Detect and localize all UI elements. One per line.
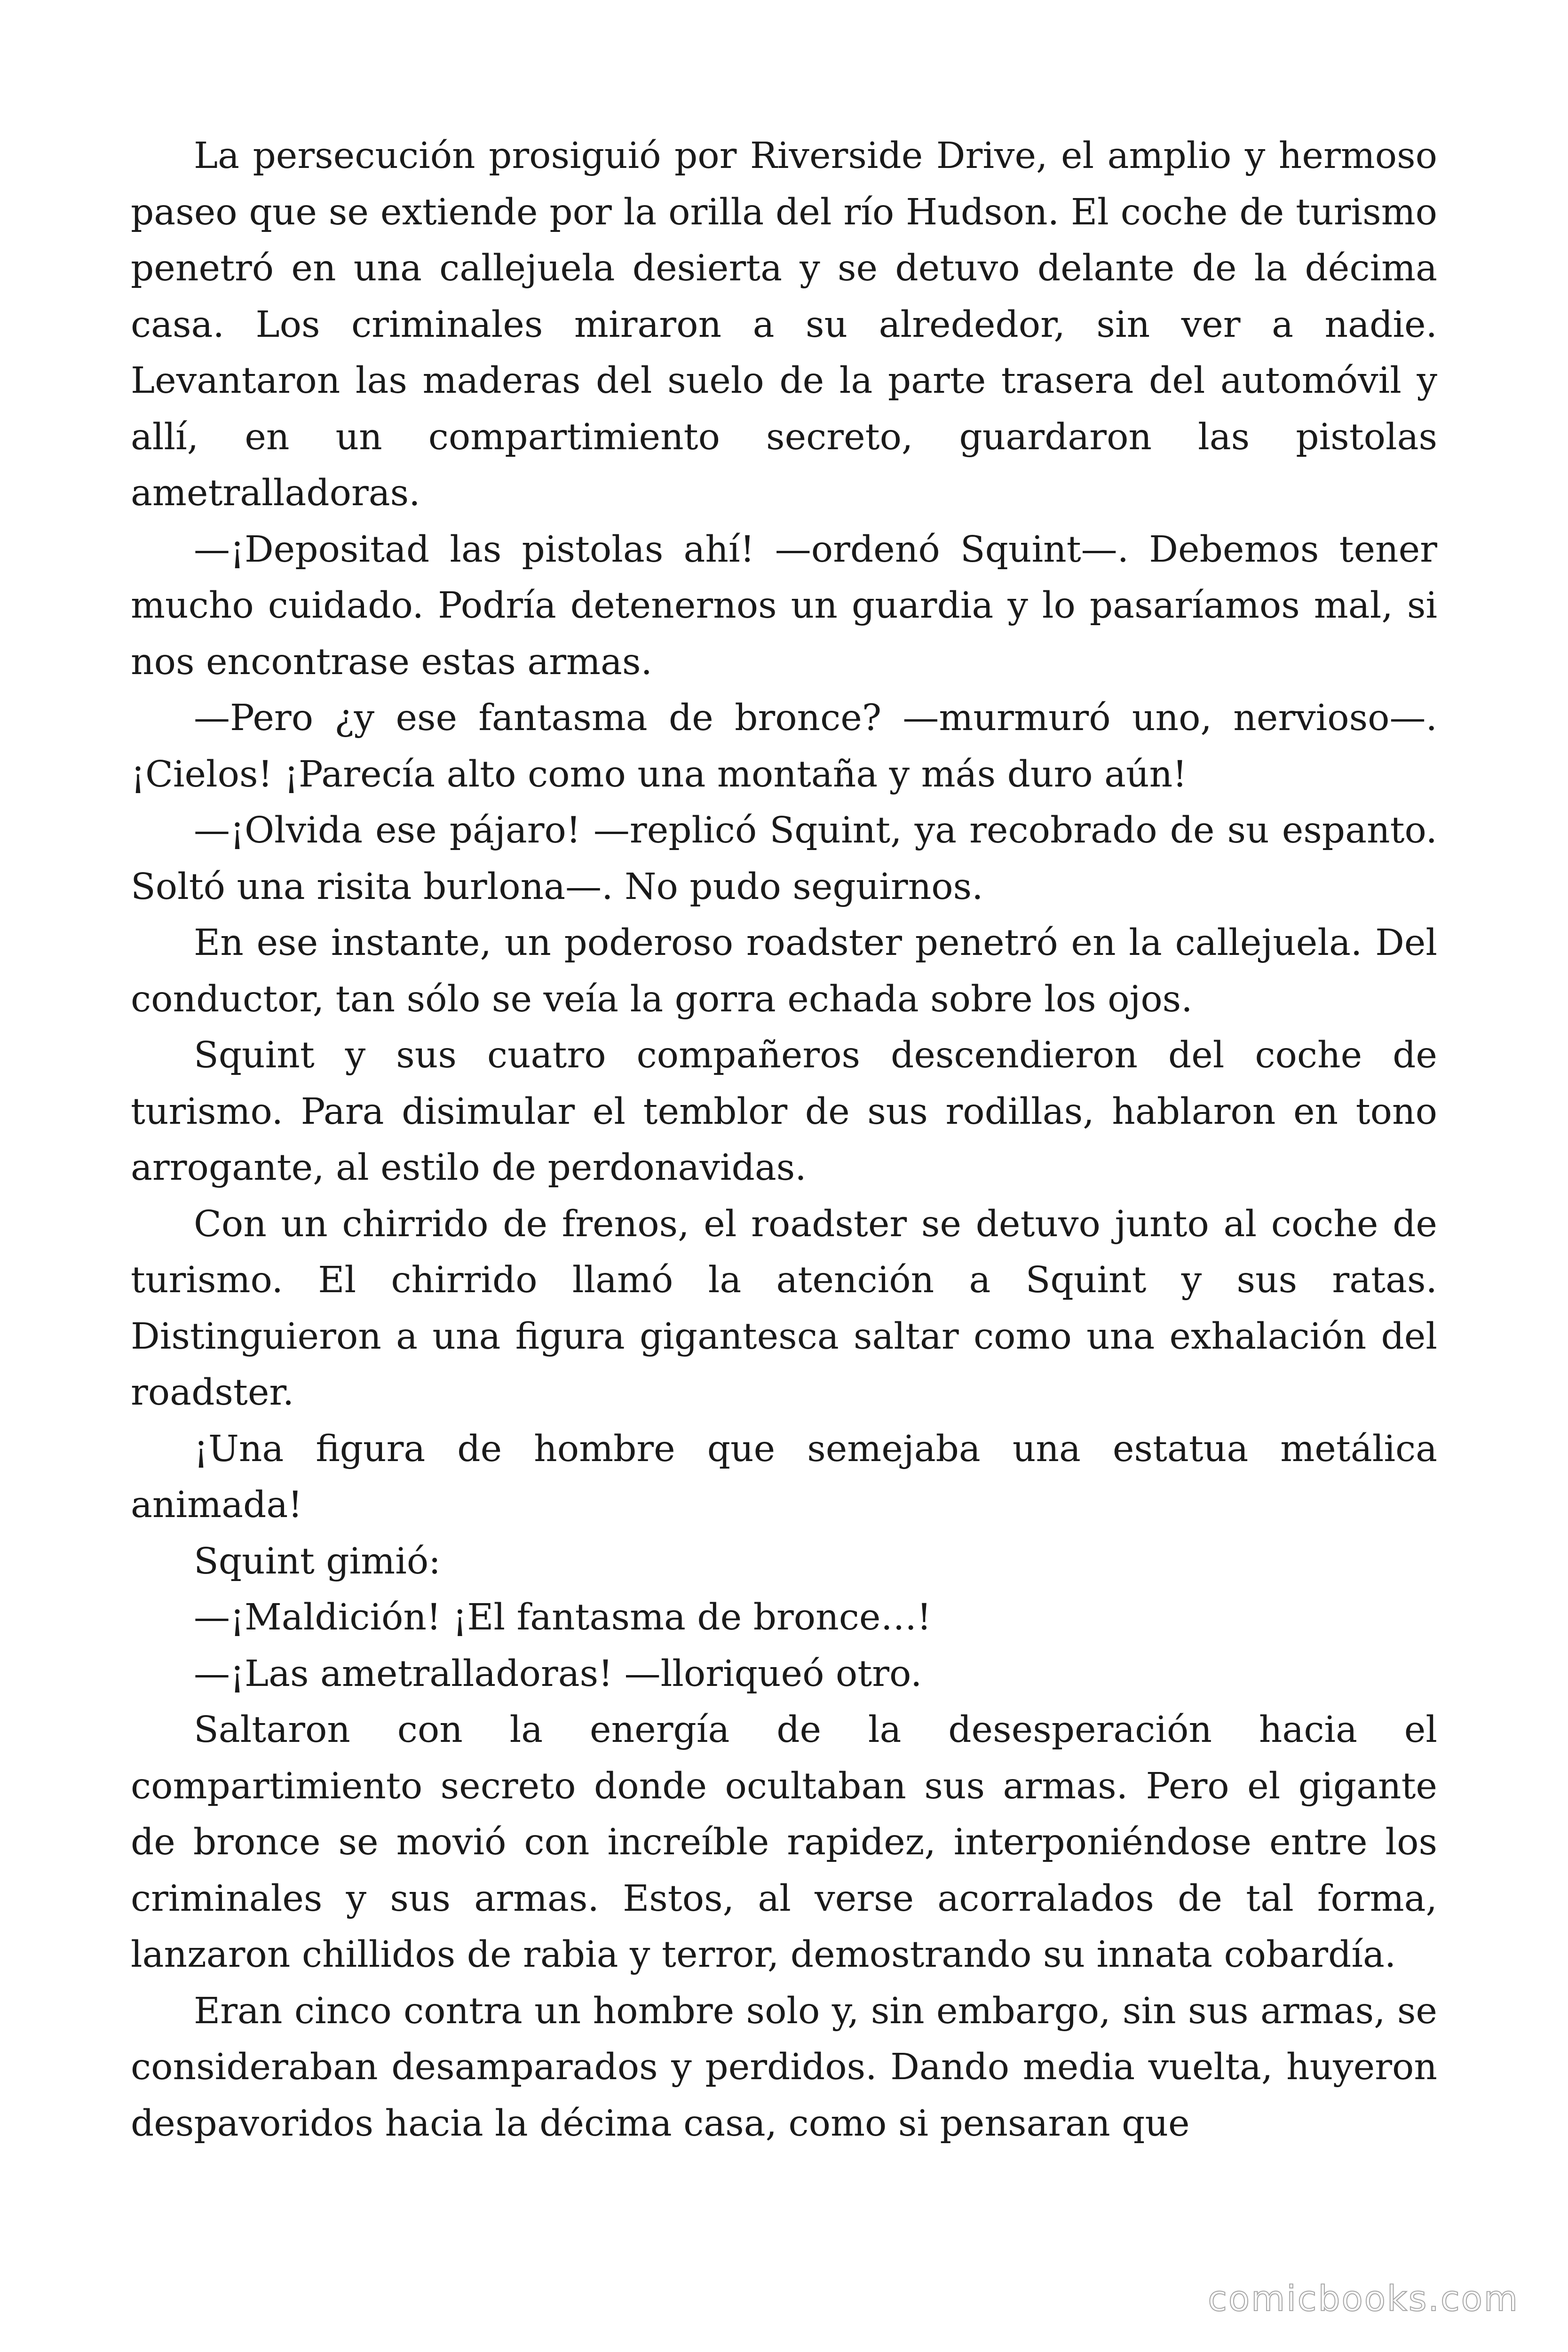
paragraph: Squint gimió: <box>194 1540 441 1582</box>
paragraph: Con un chirrido de frenos, el roadster se detuvo junto al coche de turismo. El chirrido llamó la atención a Squint y sus ratas. Distinguieron a una figura gigantesca saltar como una exhalación del roadster. <box>131 1203 1437 1414</box>
paragraph: —¡Maldición! ¡El fantasma de bronce…! <box>194 1597 932 1638</box>
paragraph: La persecución prosiguió por Riverside Drive, el amplio y hermoso paseo que se extiende por la orilla del río Hudson. El coche de turismo penetró en una callejuela desierta y se detuvo delante de la décima casa. Los criminales miraron a su alrededor, sin ver a nadie. Levantaron las maderas del suelo de la parte trasera del automóvil y allí, en un compartimiento secreto, guardaron las pistolas ametralladoras. <box>131 135 1437 514</box>
paragraph: —Pero ¿y ese fantasma de bronce? —murmuró uno, nervioso—. ¡Cielos! ¡Parecía alto como una montaña y más duro aún! <box>131 697 1437 795</box>
paragraph: Eran cinco contra un hombre solo y, sin embargo, sin sus armas, se consideraban desamparados y perdidos. Dando media vuelta, huyeron despavoridos hacia la décima casa, como si pensaran que <box>131 1990 1437 2145</box>
paragraph: Squint y sus cuatro compañeros descendieron del coche de turismo. Para disimular el temblor de sus rodillas, hablaron en tono arrogante, al estilo de perdonavidas. <box>131 1034 1437 1189</box>
paragraph: —¡Olvida ese pájaro! —replicó Squint, ya recobrado de su espanto. Soltó una risita burlona—. No pudo seguirnos. <box>131 810 1437 908</box>
watermark: comicbooks.com <box>1208 2279 1519 2319</box>
paragraph: Saltaron con la energía de la desesperación hacia el compartimiento secreto donde ocultaban sus armas. Pero el gigante de bronce se movió con increíble rapidez, interponiéndose entre los criminales y sus armas. Estos, al verse acorralados de tal forma, lanzaron chillidos de rabia y terror, demostrando su innata cobardía. <box>131 1709 1437 1976</box>
paragraph: —¡Depositad las pistolas ahí! —ordenó Squint—. Debemos tener mucho cuidado. Podría detenernos un guardia y lo pasaríamos mal, si nos encontrase estas armas. <box>131 528 1437 683</box>
paragraph: ¡Una figura de hombre que semejaba una estatua metálica animada! <box>131 1428 1437 1526</box>
paragraph: —¡Las ametralladoras! —lloriqueó otro. <box>194 1653 922 1695</box>
paragraph: En ese instante, un poderoso roadster penetró en la callejuela. Del conductor, tan sólo se veía la gorra echada sobre los ojos. <box>131 922 1437 1020</box>
page-body <box>131 128 1437 2152</box>
